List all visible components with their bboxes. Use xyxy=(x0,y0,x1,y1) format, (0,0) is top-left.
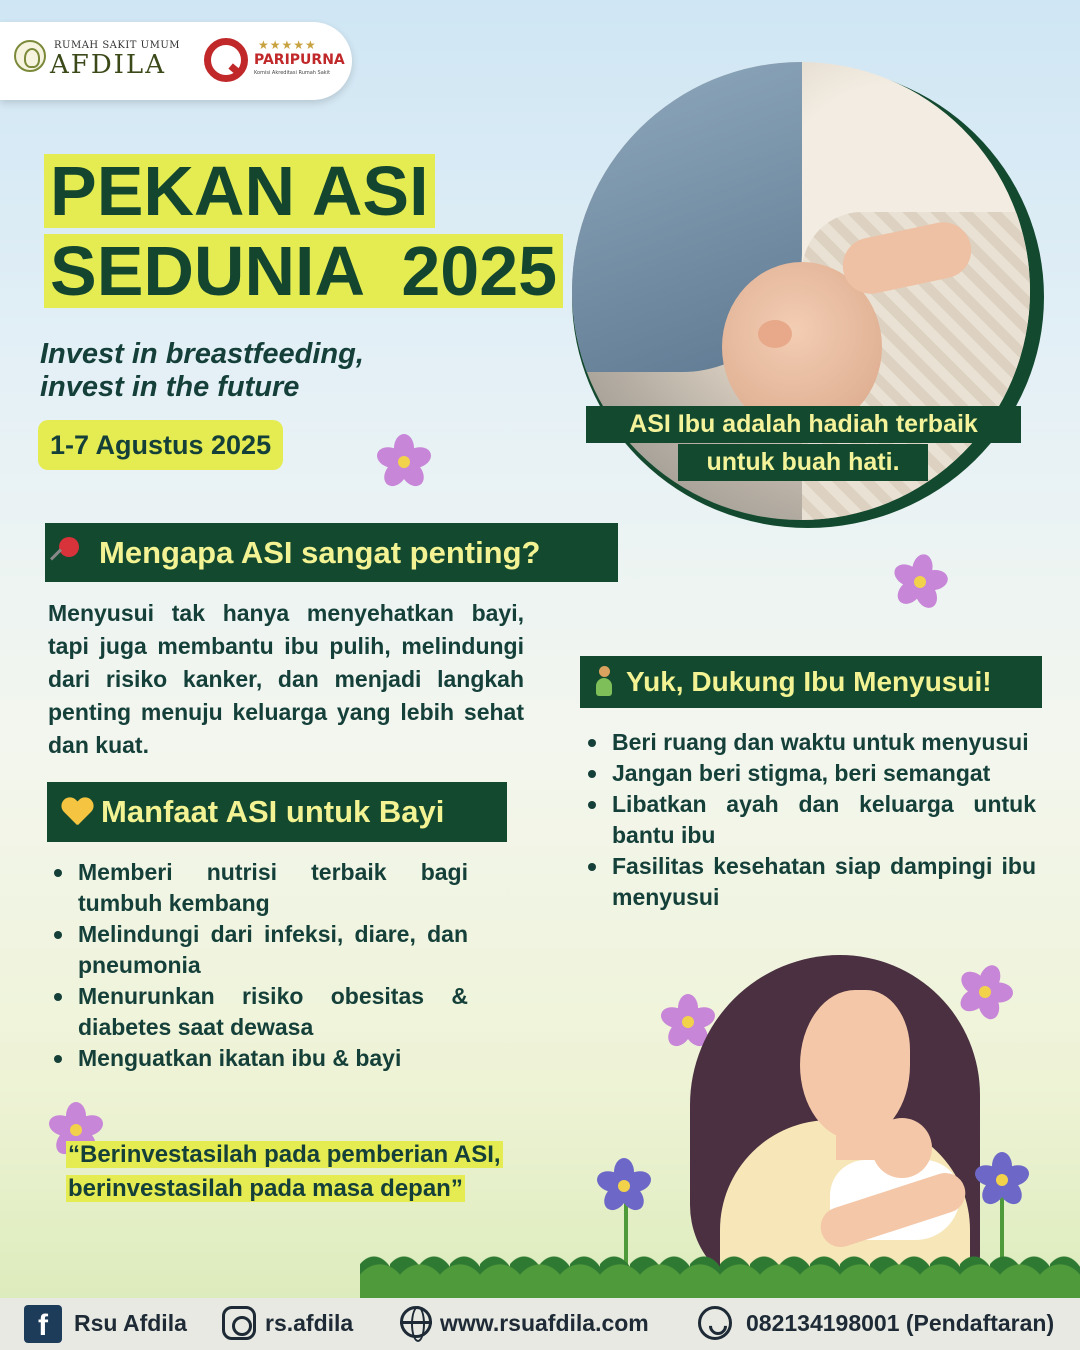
list-item: Jangan beri stigma, beri semangat xyxy=(582,758,1036,789)
quote xyxy=(66,1138,586,1206)
yellow-heart-icon xyxy=(61,798,93,826)
list-item: Melindungi dari infeksi, diare, dan pneumonia xyxy=(48,919,468,981)
title-line-2: SEDUNIA 2025 xyxy=(44,234,563,308)
grass-decoration xyxy=(360,1240,1080,1304)
support-list xyxy=(582,727,1036,913)
support-heading-text: Yuk, Dukung Ibu Menyusui! xyxy=(626,666,992,697)
benefits-heading-text: Manfaat ASI untuk Bayi xyxy=(101,794,445,829)
mother-illustration-face xyxy=(800,990,910,1140)
facebook-link[interactable]: Rsu Afdila xyxy=(74,1310,187,1336)
tagline xyxy=(40,338,364,404)
support-heading xyxy=(580,656,1042,708)
photo-baby-ear xyxy=(758,320,792,348)
photo-caption-line-1: ASI Ibu adalah hadiah terbaik xyxy=(586,406,1021,443)
list-item: Menurunkan risiko obesitas & diabetes saat dewasa xyxy=(48,981,468,1043)
hospital-label-small: RUMAH SAKIT UMUM xyxy=(54,40,180,51)
accreditation-name: PARIPURNA xyxy=(254,52,345,68)
blue-flower-decoration xyxy=(594,1156,654,1216)
list-item: Memberi nutrisi terbaik bagi tumbuh kembang xyxy=(48,857,468,919)
tagline-line-1: Invest in breastfeeding, xyxy=(40,338,364,370)
list-item: Menguatkan ikatan ibu & bayi xyxy=(48,1043,468,1074)
event-date-badge: 1-7 Agustus 2025 xyxy=(38,420,283,470)
benefits-heading xyxy=(47,782,507,842)
pushpin-icon xyxy=(59,537,79,557)
why-heading xyxy=(45,523,618,582)
instagram-icon[interactable] xyxy=(222,1306,256,1340)
list-item: Beri ruang dan waktu untuk menyusui xyxy=(582,727,1036,758)
photo-caption-line-2: untuk buah hati. xyxy=(678,444,928,481)
whatsapp-icon[interactable] xyxy=(698,1306,732,1340)
why-heading-text: Mengapa ASI sangat penting? xyxy=(99,535,541,570)
paripurna-logo-icon xyxy=(204,38,248,82)
accreditation-sub: Komisi Akreditasi Rumah Sakit xyxy=(254,70,331,76)
facebook-icon[interactable]: f xyxy=(24,1305,62,1343)
quote-line-1: “Berinvestasilah pada pemberian ASI, xyxy=(68,1141,501,1168)
breastfeeding-mother-icon xyxy=(594,666,614,696)
hospital-emblem-icon xyxy=(14,40,46,72)
title-line-1: PEKAN ASI xyxy=(44,154,435,228)
accreditation-stars: ★★★★★ xyxy=(258,38,317,52)
flower-decoration xyxy=(955,962,1015,1022)
quote-line-2: berinvestasilah pada masa depan” xyxy=(68,1175,463,1202)
tagline-line-2: invest in the future xyxy=(40,371,300,403)
baby-illustration-head xyxy=(872,1118,932,1178)
globe-icon[interactable] xyxy=(400,1306,432,1338)
why-paragraph: Menyusui tak hanya menyehatkan bayi, tapi juga membantu ibu pulih, melindungi dari risiko kanker, dan menjadi langkah penting menuju keluarga yang lebih sehat dan kuat. xyxy=(48,600,524,758)
flower-decoration xyxy=(890,552,950,612)
flower-decoration xyxy=(374,432,434,492)
instagram-link[interactable]: rs.afdila xyxy=(265,1310,354,1336)
hospital-name: AFDILA xyxy=(50,50,166,80)
whatsapp-link[interactable]: 082134198001 (Pendaftaran) xyxy=(746,1310,1055,1336)
list-item: Fasilitas kesehatan siap dampingi ibu menyusui xyxy=(582,851,1036,913)
blue-flower-decoration xyxy=(972,1150,1032,1210)
benefits-list xyxy=(48,857,468,1074)
website-link[interactable]: www.rsuafdila.com xyxy=(440,1310,649,1336)
list-item: Libatkan ayah dan keluarga untuk bantu ibu xyxy=(582,789,1036,851)
